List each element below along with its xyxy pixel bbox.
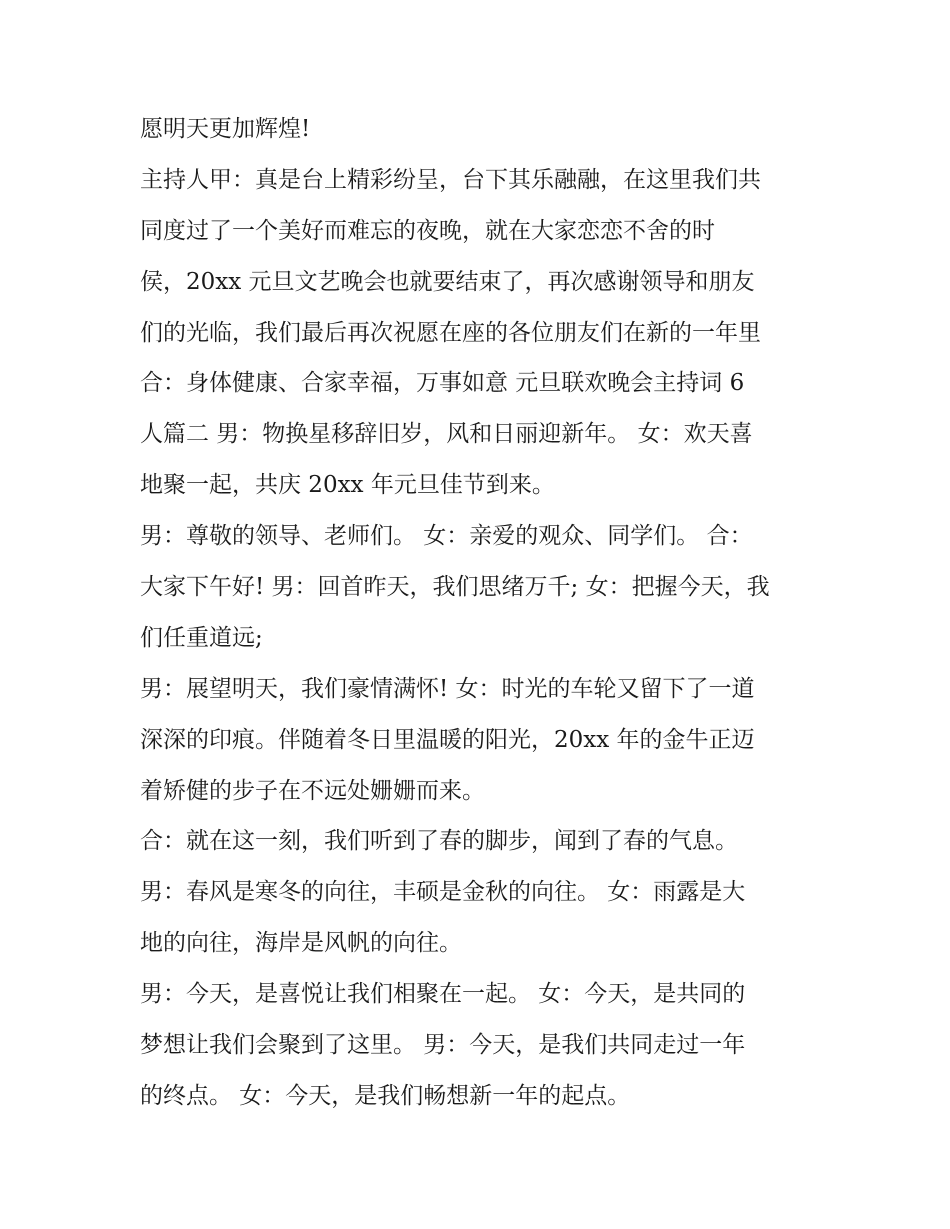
text-line: 的终点。 女：今天，是我们畅想新一年的起点。 [140,1082,631,1109]
text-line: 男：今天，是喜悦让我们相聚在一起。 女：今天，是共同的 [140,981,746,1008]
text-line: 梦想让我们会聚到了这里。 男：今天，是我们共同走过一年 [140,1032,746,1059]
text-line: 男：展望明天，我们豪情满怀! 女：时光的车轮又留下了一道 [140,675,755,702]
text-line: 们任重道远; [140,624,263,651]
text-line: 合：身体健康、合家幸福，万事如意 元旦联欢晚会主持词 6 [140,370,745,397]
text-line: 着矫健的步子在不远处姗姗而来。 [140,777,485,804]
document-body [140,104,820,1122]
text-line: 合：就在这一刻，我们听到了春的脚步，闻到了春的气息。 [140,828,738,855]
text-line: 男：尊敬的领导、老师们。 女：亲爱的观众、同学们。 合： [140,523,753,550]
text-line: 主持人甲：真是台上精彩纷呈，台下其乐融融，在这里我们共 [140,166,761,193]
text-line: 大家下午好! 男：回首昨天，我们思绪万千; 女：把握今天，我 [140,574,770,601]
text-line: 男：春风是寒冬的向往，丰硕是金秋的向往。 女：雨露是大 [140,879,746,906]
text-line: 同度过了一个美好而难忘的夜晚，就在大家恋恋不舍的时 [140,217,715,244]
text-line: 地的向往，海岸是风帆的向往。 [140,930,462,957]
text-line: 侯，20xx 元旦文艺晚会也就要结束了，再次感谢领导和朋友 [140,268,755,295]
text-line: 人篇二 男：物换星移辞旧岁，风和日丽迎新年。 女：欢天喜 [140,421,753,448]
text-line: 们的光临，我们最后再次祝愿在座的各位朋友们在新的一年里 [140,319,761,346]
text-line: 地聚一起，共庆 20xx 年元旦佳节到来。 [140,472,555,499]
text-line: 愿明天更加辉煌! [140,116,311,142]
text-line: 深深的印痕。伴随着冬日里温暖的阳光，20xx 年的金牛正迈 [140,726,755,753]
